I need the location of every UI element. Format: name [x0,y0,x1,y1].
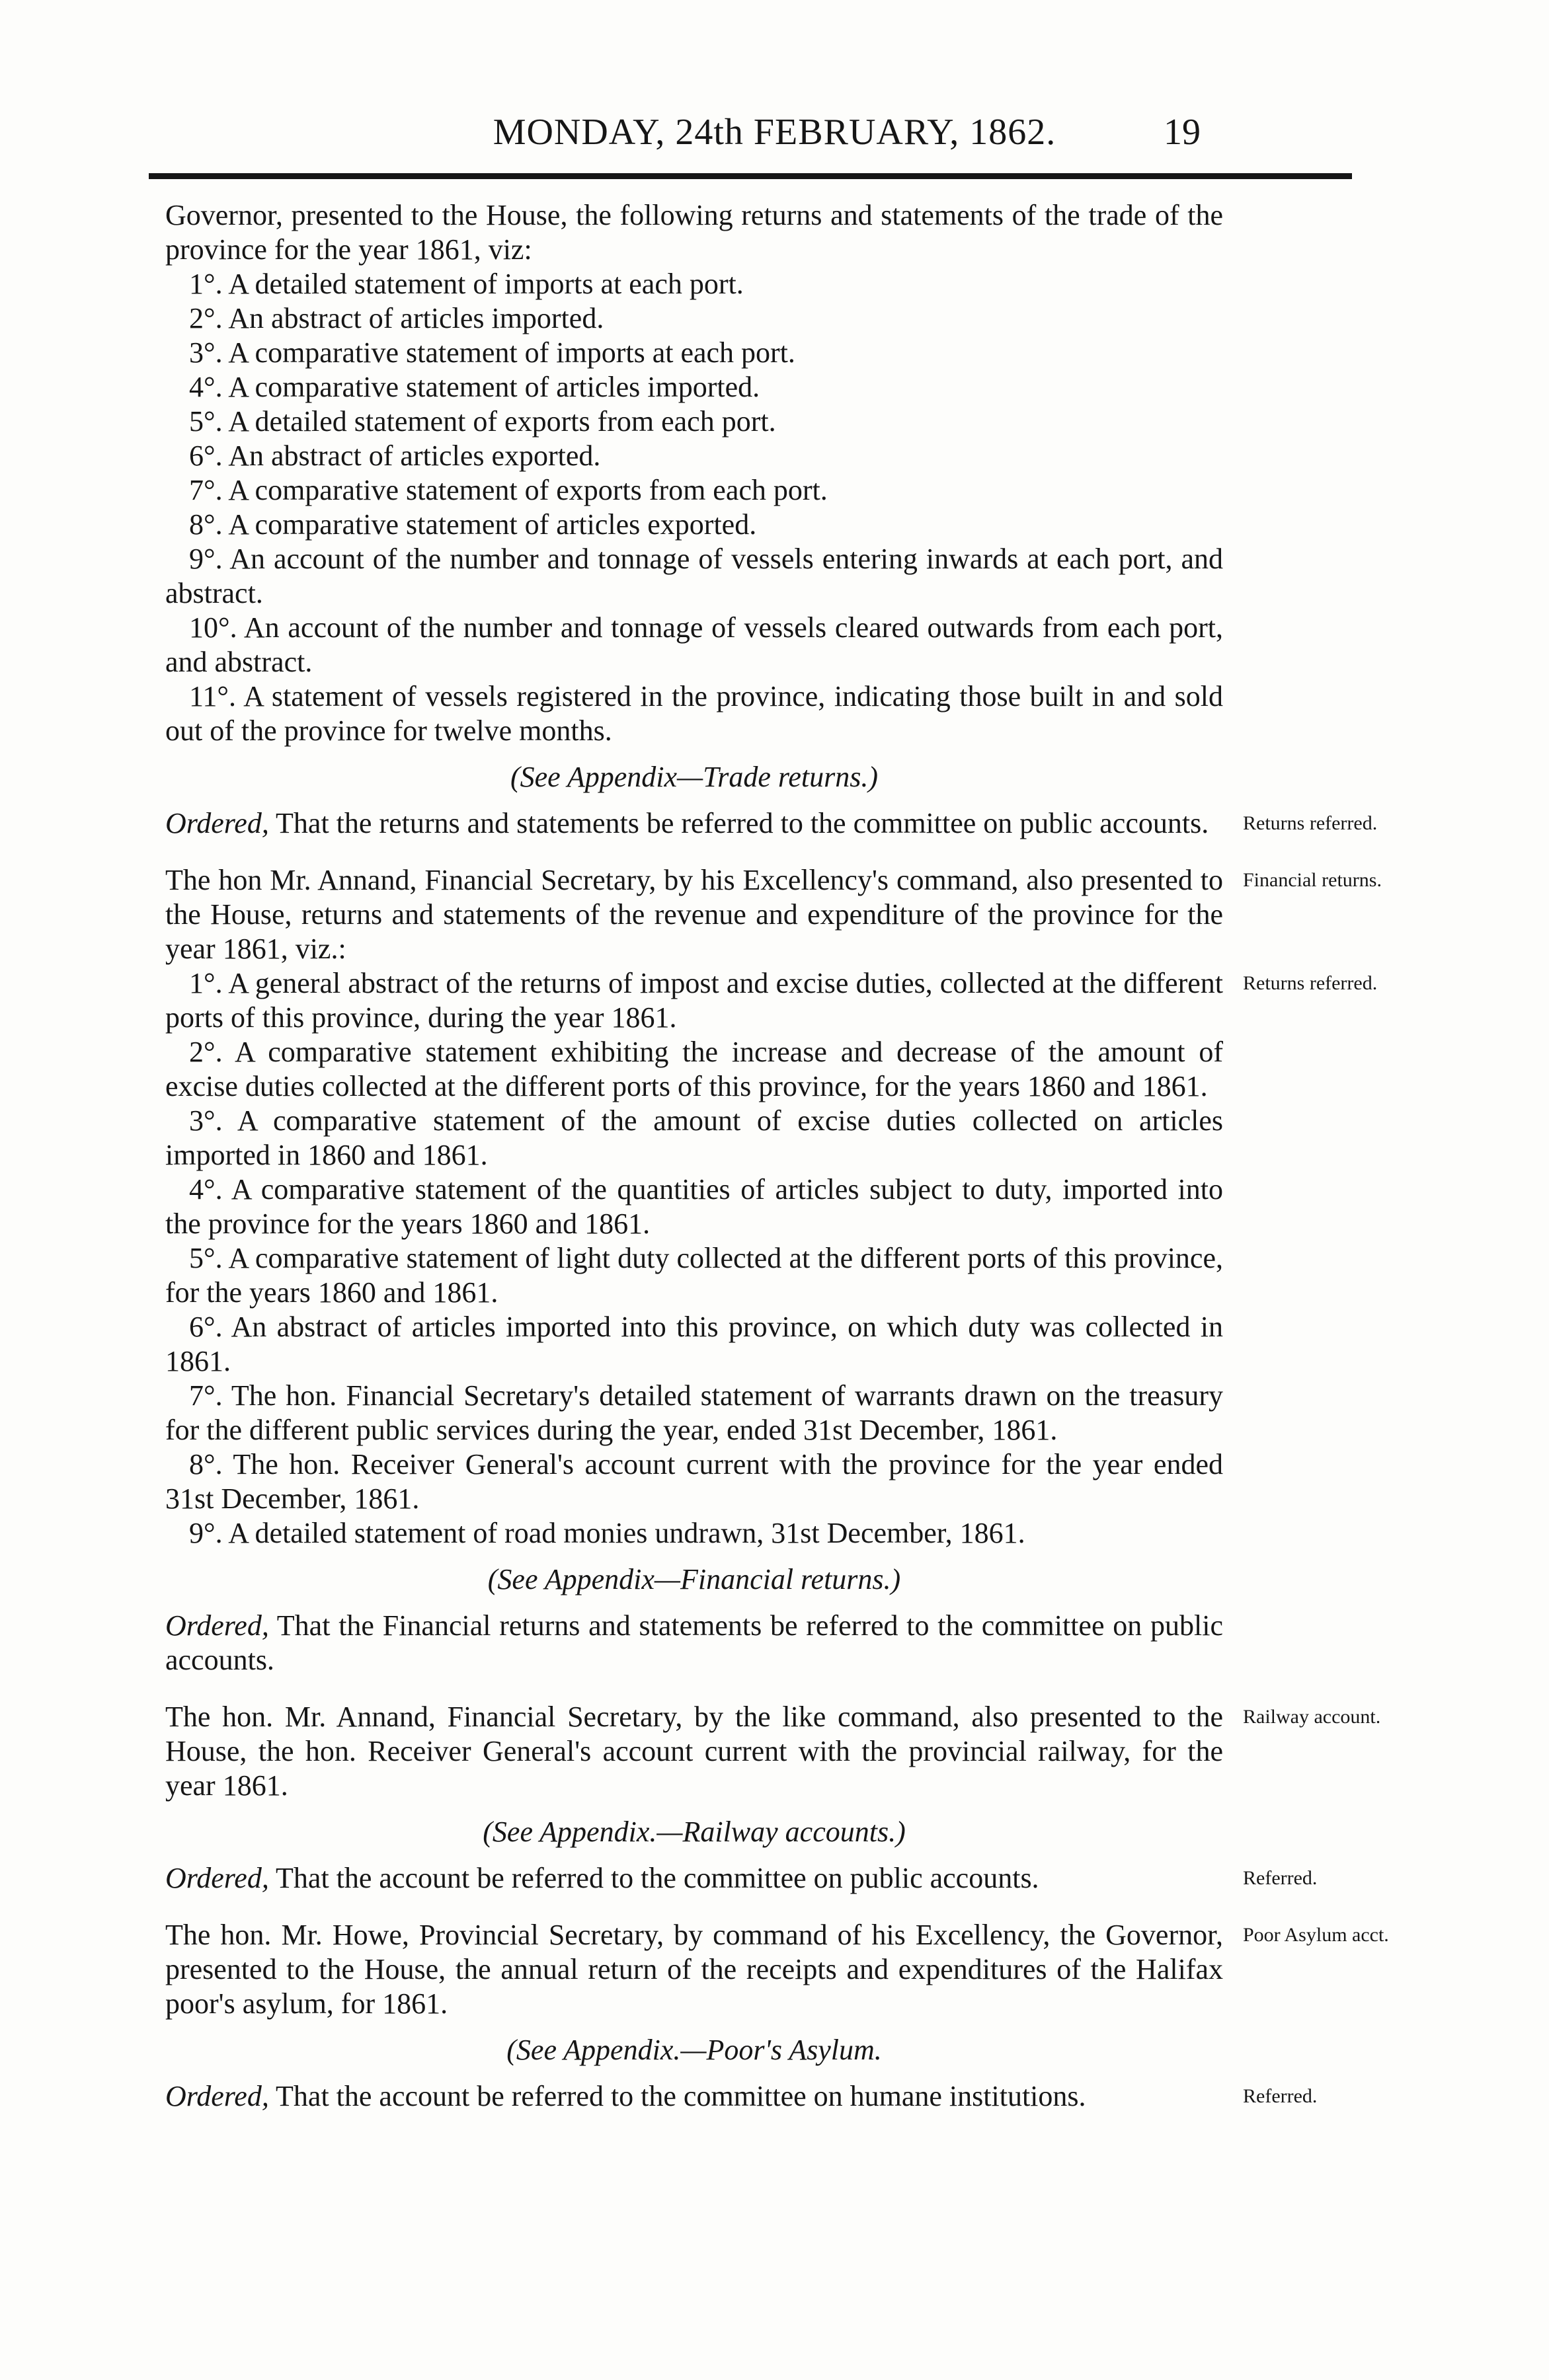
item-number: 5°. [189,1242,223,1274]
margin-note: Railway account. [1243,1706,1381,1728]
item-text: An account of the number and tonnage of vessels cleared outwards from each port, and abstract. [165,611,1224,678]
list-item [165,611,1223,679]
item-number: 6°. [189,1311,223,1343]
list-item [165,1035,1223,1104]
item-number: 11°. [189,680,236,712]
margin-note: Returns referred. [1243,812,1378,834]
ordered-text: That the account be referred to the committee on humane institutions. [268,2080,1086,2112]
item-text: A detailed statement of imports at each port. [228,268,744,300]
poor-asylum-appendix-note: (See Appendix.—Poor's Asylum. [506,2034,882,2066]
margin-note: Financial returns. [1243,869,1382,891]
railway-intro-text: The hon. Mr. Annand, Financial Secretary, by the like command, also presented to the House, the hon. Receiver General's account current with the provincial railway, for the year 1861. [165,1701,1223,1802]
ordered-railway [165,1861,1318,1896]
list-item [165,1516,1223,1551]
page-number: 19 [1164,112,1201,153]
list-item [165,508,1223,542]
item-number: 1°. [189,268,223,300]
ordered-financial [165,1609,1223,1677]
financial-intro-text: The hon Mr. Annand, Financial Secretary, by his Excellency's command, also presented to the House, returns and statements of the revenue and expenditure of the province for the year 1861, viz.: [165,864,1223,965]
item-text: A comparative statement exhibiting the increase and decrease of the amount of excise duties collected at the different ports of this province, for the years 1860 and 1861. [165,1036,1223,1102]
ordered-label: Ordered, [165,2080,269,2112]
item-number: 9°. [189,1517,223,1549]
item-text: An account of the number and tonnage of vessels entering inwards at each port, and abstract. [165,543,1223,609]
item-number: 6°. [189,440,223,472]
ordered-text: That the account be referred to the committee on public accounts. [268,1862,1039,1894]
item-number: 2°. [189,302,223,334]
item-number: 10°. [189,611,237,644]
item-number: 7°. [189,1379,223,1412]
item-text: A general abstract of the returns of impost and excise duties, collected at the different ports of this province, during the year 1861. [165,967,1223,1034]
page-title: MONDAY, 24th FEBRUARY, 1862. [493,112,1056,153]
list-item [165,473,1223,508]
item-number: 1°. [189,967,223,999]
item-number: 2°. [189,1036,223,1068]
item-text: The hon. Financial Secretary's detailed statement of warrants drawn on the treasury for the different public services during the year, ended 31st December, 1861. [165,1379,1223,1446]
item-number: 7°. [189,474,223,506]
margin-note: Referred. [1243,2085,1318,2107]
item-text: A comparative statement of articles imported. [228,371,760,403]
margin-note: Poor Asylum acct. [1243,1924,1389,1946]
ordered-text: That the returns and statements be referred to the committee on public accounts. [268,807,1209,839]
item-text: The hon. Receiver General's account current with the province for the year ended 31st December, 1861. [165,1448,1223,1515]
list-item [165,1447,1223,1516]
page-body [165,198,1389,2114]
ordered-label: Ordered, [165,1609,269,1642]
item-text: A detailed statement of road monies undrawn, 31st December, 1861. [228,1517,1025,1549]
list-item [165,1172,1223,1241]
list-item [165,542,1223,611]
margin-note: Returns referred. [1243,972,1378,994]
item-text: A comparative statement of articles exported. [228,508,757,541]
page-header [0,111,1549,164]
item-number: 4°. [189,1173,223,1206]
item-text: A comparative statement of the quantities of articles subject to duty, imported into the province for the years 1860 and 1861. [165,1173,1223,1240]
list-item [165,301,1223,336]
item-number: 3°. [189,336,223,369]
item-number: 9°. [189,543,223,575]
financial-intro [165,863,1382,966]
poor-asylum-intro [165,1918,1389,2021]
ordered-text: That the Financial returns and statements be referred to the committee on public accounts. [165,1609,1223,1676]
trade-returns-list [165,267,1223,748]
ordered-label: Ordered, [165,1862,269,1894]
poor-asylum-intro-text: The hon. Mr. Howe, Provincial Secretary, by command of his Excellency, the Governor, presented to the House, the annual return of the receipts and expenditures of the Halifax poor's asylum, for 1861. [165,1919,1223,2020]
list-item [165,1104,1223,1172]
item-text: A detailed statement of exports from each port. [228,405,776,438]
header-rule [149,173,1352,179]
railway-appendix-note: (See Appendix.—Railway accounts.) [483,1816,906,1848]
financial-appendix-note: (See Appendix—Financial returns.) [487,1563,901,1595]
item-text: A comparative statement of exports from each port. [228,474,828,506]
item-text: A comparative statement of the amount of excise duties collected on articles imported in 1860 and 1861. [165,1104,1223,1171]
list-item [165,1379,1223,1447]
list-item [165,404,1223,439]
item-text: A statement of vessels registered in the province, indicating those built in and sold out of the province for twelve months. [165,680,1224,747]
list-item [165,966,1378,1035]
list-item [165,370,1223,404]
item-number: 4°. [189,371,223,403]
item-number: 8°. [189,1448,223,1480]
item-number: 5°. [189,405,223,438]
list-item [165,1241,1223,1310]
ordered-poor-asylum [165,2079,1318,2114]
list-item [165,679,1223,748]
railway-intro [165,1700,1381,1803]
list-item [165,439,1223,473]
list-item [165,336,1223,370]
item-text: An abstract of articles imported. [228,302,604,334]
list-item [165,1310,1223,1379]
ordered-returns [165,806,1378,841]
item-number: 8°. [189,508,223,541]
trade-appendix-note: (See Appendix—Trade returns.) [510,761,879,793]
trade-intro: Governor, presented to the House, the following returns and statements of the trade of the province for the year 1861, viz: [165,199,1223,266]
item-text: A comparative statement of light duty collected at the different ports of this province, for the years 1860 and 1861. [165,1242,1223,1309]
item-text: An abstract of articles exported. [228,440,601,472]
margin-note: Referred. [1243,1867,1318,1889]
item-text: An abstract of articles imported into this province, on which duty was collected in 1861. [165,1311,1223,1377]
ordered-label: Ordered, [165,807,269,839]
financial-returns-list [165,966,1378,1551]
item-number: 3°. [189,1104,223,1137]
item-text: A comparative statement of imports at each port. [228,336,795,369]
list-item [165,267,1223,301]
